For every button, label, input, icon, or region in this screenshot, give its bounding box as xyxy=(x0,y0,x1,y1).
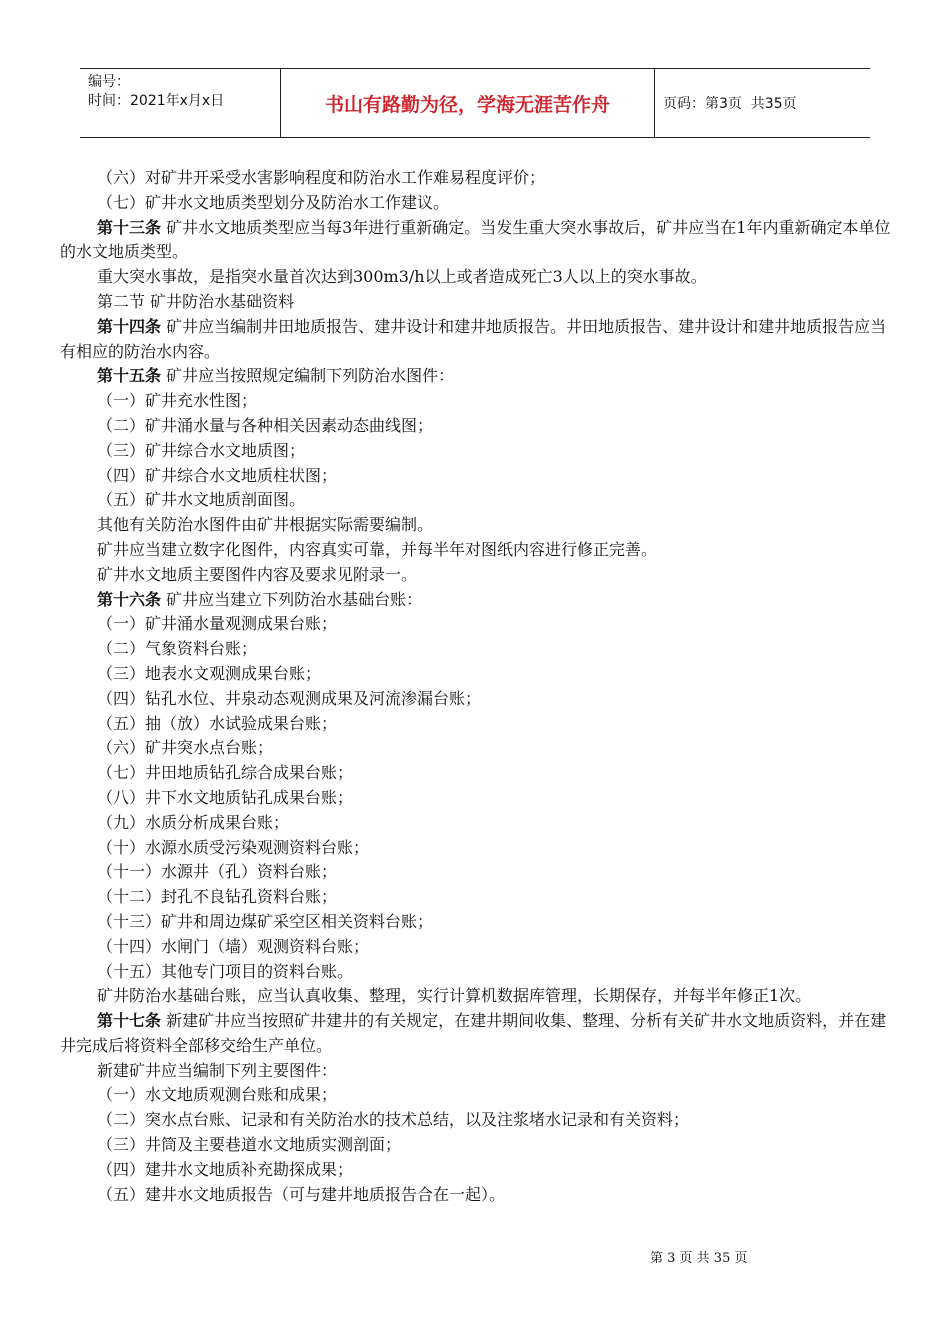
list-item: （十五）其他专门项目的资料台账。 xyxy=(97,961,354,981)
article-16 xyxy=(60,588,895,613)
list-item: （十二）封孔不良钻孔资料台账； xyxy=(97,887,338,907)
article-13 xyxy=(60,216,895,266)
list-item: （三）井筒及主要巷道水文地质实测剖面； xyxy=(97,1135,402,1155)
article-15 xyxy=(60,364,895,389)
list-item: （三）地表水文观测成果台账； xyxy=(97,663,322,683)
article-title: 第十七条 xyxy=(97,1011,162,1031)
list-item: （四）钻孔水位、井泉动态观测成果及河流渗漏台账； xyxy=(97,688,482,708)
header-meta xyxy=(80,69,281,137)
document-time: 时间：2021年x月x日 xyxy=(88,93,225,109)
list-item: （七）井田地质钻孔综合成果台账； xyxy=(97,763,354,783)
list-item: （四）建井水文地质补充勘探成果； xyxy=(97,1159,354,1179)
article-title: 第十六条 xyxy=(97,589,162,609)
list-item: （二）矿井涌水量与各种相关因素动态曲线图； xyxy=(97,415,434,435)
article-14 xyxy=(60,315,895,365)
list-item: （十一）水源井（孔）资料台账； xyxy=(97,862,338,882)
body-line: （七）矿井水文地质类型划分及防治水工作建议。 xyxy=(97,192,450,212)
list-item: （四）矿井综合水文地质柱状图； xyxy=(97,465,338,485)
body-line: （六）对矿井开采受水害影响程度和防治水工作难易程度评价； xyxy=(97,168,546,187)
header-page-number xyxy=(655,69,870,137)
list-item: （十三）矿井和周边煤矿采空区相关资料台账； xyxy=(97,911,434,931)
article-text: 矿井水文地质类型应当每3年进行重新确定。当发生重大突水事故后，矿井应当在1年内重新确定本单位的水文地质类型。 xyxy=(60,217,891,262)
list-item: （二）气象资料台账； xyxy=(97,639,258,659)
body-line: 新建矿井应当编制下列主要图件： xyxy=(97,1060,338,1080)
list-item: （五）矿井水文地质剖面图。 xyxy=(97,490,306,510)
list-item: （八）井下水文地质钻孔成果台账； xyxy=(97,787,354,807)
article-text: 新建矿井应当按照矿井建井的有关规定，在建井期间收集、整理、分析有关矿井水文地质资料，并在建井完成后将资料全部移交给生产单位。 xyxy=(60,1011,887,1055)
body-line: 重大突水事故，是指突水量首次达到300m3/h以上或者造成死亡3人以上的突水事故。 xyxy=(97,267,707,287)
list-item: （六）矿井突水点台账； xyxy=(97,738,274,758)
body-line: 矿井防治水基础台账，应当认真收集、整理，实行计算机数据库管理，长期保存，并每半年修正1次。 xyxy=(97,986,812,1006)
list-item: （五）抽（放）水试验成果台账； xyxy=(97,713,338,733)
list-item: （一）水文地质观测台账和成果； xyxy=(97,1085,338,1105)
article-title: 第十五条 xyxy=(97,366,162,386)
list-item: （一）矿井充水性图； xyxy=(97,391,258,411)
section-title: 第二节 矿井防治水基础资料 xyxy=(97,291,295,311)
list-item: （五）建井水文地质报告（可与建井地质报告合在一起）。 xyxy=(97,1184,506,1204)
page-footer: 第 3 页 共 35 页 xyxy=(650,1251,748,1266)
list-item: （十四）水闸门（墙）观测资料台账； xyxy=(97,936,370,956)
article-text: 矿井应当编制井田地质报告、建井设计和建井地质报告。井田地质报告、建井设计和建井地质报告应当有相应的防治水内容。 xyxy=(60,316,887,361)
body-line: 矿井应当建立数字化图件，内容真实可靠，并每半年对图纸内容进行修正完善。 xyxy=(97,539,658,559)
body-line: 矿井水文地质主要图件内容及要求见附录一。 xyxy=(97,564,418,584)
document-number: 编号： xyxy=(88,74,130,90)
article-text: 矿井应当建立下列防治水基础台账： xyxy=(166,589,423,609)
list-item: （一）矿井涌水量观测成果台账； xyxy=(97,614,338,634)
header-motto: 书山有路勤为径，学海无涯苦作舟 xyxy=(281,69,655,137)
header-page-label: 页码：第3页 共35页 xyxy=(663,96,797,112)
article-text: 矿井应当按照规定编制下列防治水图件： xyxy=(166,366,455,386)
list-item: （二）突水点台账、记录和有关防治水的技术总结，以及注浆堵水记录和有关资料； xyxy=(97,1110,690,1130)
page-header xyxy=(80,68,870,138)
article-title: 第十三条 xyxy=(97,217,162,237)
article-17 xyxy=(60,1009,895,1059)
article-title: 第十四条 xyxy=(97,316,162,336)
list-item: （三）矿井综合水文地质图； xyxy=(97,440,306,460)
document-body xyxy=(60,166,895,1207)
list-item: （九）水质分析成果台账； xyxy=(97,812,290,832)
body-line: 其他有关防治水图件由矿井根据实际需要编制。 xyxy=(97,515,434,535)
list-item: （十）水源水质受污染观测资料台账； xyxy=(97,837,370,857)
